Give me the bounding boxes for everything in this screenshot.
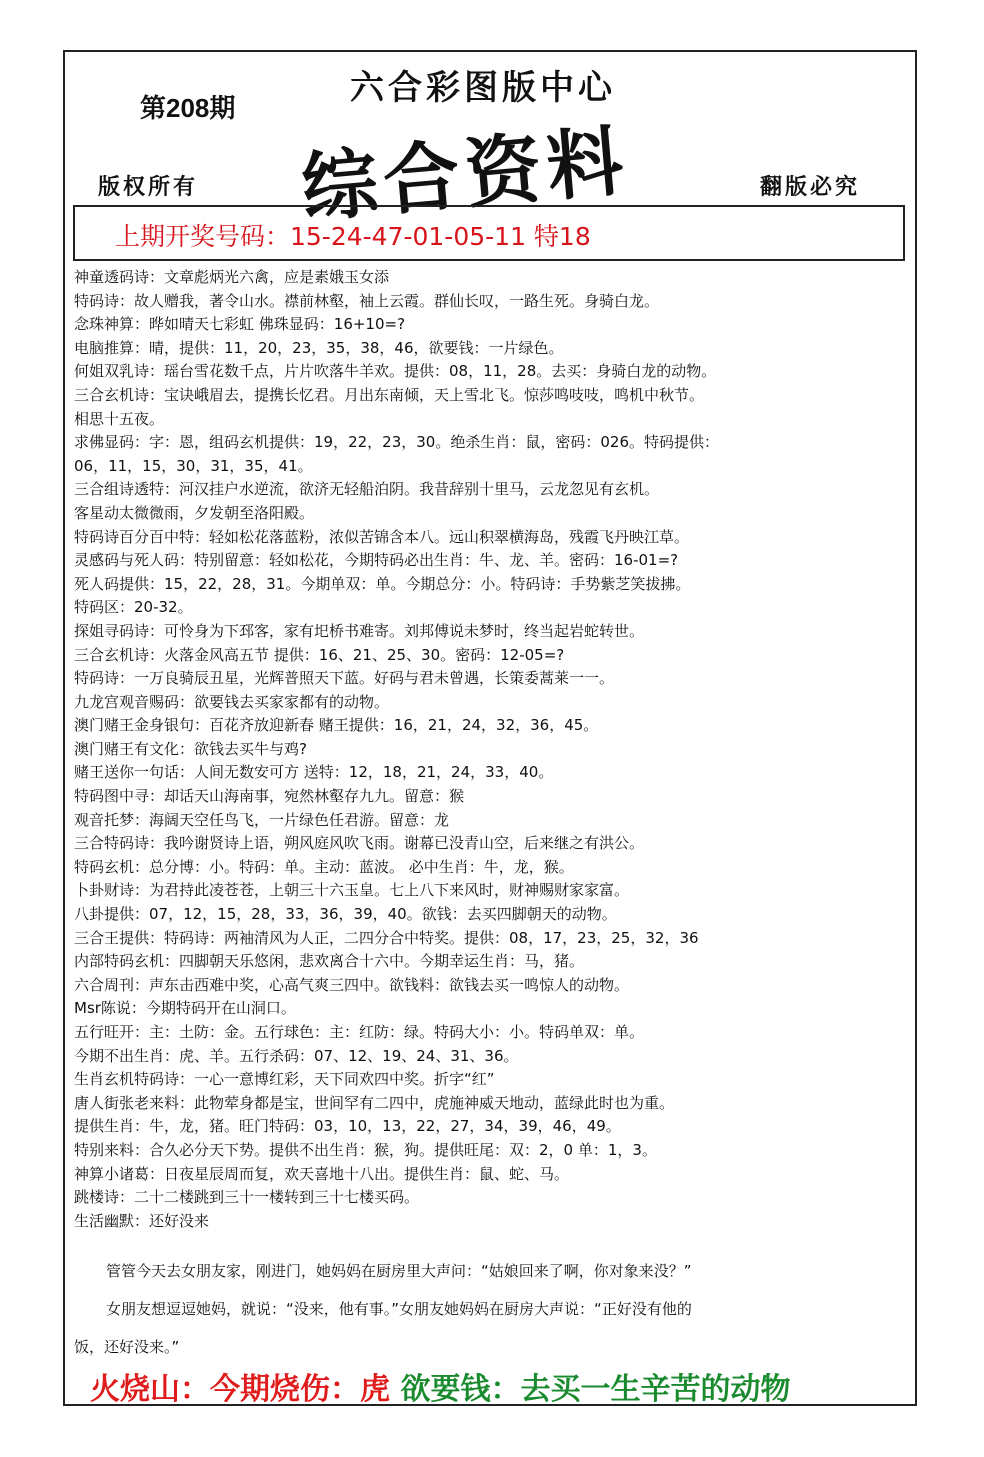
content-line: 神童透码诗：文章彪炳光六禽，应是素娥玉女添 [74, 268, 390, 286]
content-line: 跳楼诗：二十二楼跳到三十一楼转到三十七楼买码。 [74, 1188, 420, 1207]
content-line: 八卦提供：07，12，15，28，33，36，39，40。欲钱：去买四脚朝天的动物。 [74, 905, 617, 924]
story-line: 饭，还好没来。” [74, 1338, 180, 1356]
bottom-banner-part2: 欲要钱：去买一生辛苦的动物 [400, 1372, 791, 1407]
content-line: 特码诗百分百中特：轻如松花落蓝粉，浓似苦锦含本八。远山积翠横海岛，残霞飞丹映江草。 [74, 527, 690, 546]
story-line: 管管今天去女朋友家，刚进门，她妈妈在厨房里大声问：“姑娘回来了啊，你对象来没？” [106, 1262, 692, 1280]
content-line: 观音托梦：海阔天空任鸟飞，一片绿色任君游。留意：龙 [74, 810, 450, 829]
piracy-note: 翻版必究 [760, 175, 861, 200]
content-line: 电脑推算：晴，提供：11，20，23，35，38，46，欲要钱：一片绿色。 [74, 338, 564, 357]
copyright-note: 版权所有 [98, 175, 199, 200]
content-line: 何姐双乳诗：瑶台雪花数千点，片片吹落牛羊欢。提供：08，11，28。去买：身骑白龙的动物。 [74, 362, 717, 381]
content-line: 特码区：20-32。 [74, 598, 193, 617]
content-line: 客星动太微微雨，夕发朝至洛阳殿。 [74, 503, 315, 522]
last-result-box [73, 205, 905, 261]
content-line: 唐人街张老来料：此物荤身都是宝，世间罕有二四中，虎施神威天地动，蓝绿此时也为重。 [74, 1093, 675, 1112]
content-line: 澳门赌王有文化：欲钱去买牛与鸡? [74, 739, 307, 758]
last-result-text: 上期开奖号码：15-24-47-01-05-11 特18 [115, 222, 591, 251]
bottom-banner-part1: 火烧山：今期烧伤：虎 [90, 1372, 390, 1407]
content-line: 内部特码玄机：四脚朝天乐悠闲，悲欢离合十六中。今期幸运生肖：马，猪。 [74, 952, 585, 971]
humor-story [74, 1252, 894, 1366]
content-line: Msr陈说：今期特码开在山洞口。 [74, 999, 296, 1018]
content-line: 澳门赌王金身银句：百花齐放迎新春 赌王提供：16，21，24，32，36，45。 [74, 716, 599, 735]
content-line: 五行旺开：主：土防：金。五行球色：主：红防：绿。特码大小：小。特码单双：单。 [74, 1023, 645, 1041]
content-line: 念珠神算：晔如晴天七彩虹 佛珠显码：16+10=? [74, 315, 406, 334]
content-line: 死人码提供：15，22，28，31。今期单双：单。今期总分：小。特码诗：手势紫芝笑拔拂。 [74, 574, 691, 593]
content-line: 神算小诸葛：日夜星辰周而复，欢天喜地十八出。提供生肖：鼠、蛇、马。 [74, 1164, 570, 1183]
content-line: 灵感码与死人码：特别留意：轻如松花，今期特码必出生肖：牛、龙、羊。密码：16-01=? [74, 551, 679, 570]
content-line: 三合特码诗：我吟谢贤诗上语，朔风庭风吹飞雨。谢幕已没青山空，后来继之有洪公。 [74, 834, 645, 853]
content-line: 特码诗：一万良骑辰丑星，光辉普照天下蓝。好码与君未曾遇，长策委蒿莱一一。 [74, 669, 615, 688]
content-lines [74, 266, 912, 1233]
content-line: 卜卦财诗：为君持此凌苍苍，上朝三十六玉皇。七上八下来风时，财神赐财家家富。 [74, 881, 630, 900]
publisher-title: 六合彩图版中心 [350, 68, 616, 108]
content-line: 三合王提供：特码诗：两袖清风为人正，二四分合中特奖。提供：08，17，23，25，32，36 [74, 928, 699, 947]
content-line: 求佛显码：字：恩，组码玄机提供：19，22，23，30。绝杀生肖：鼠，密码：026。特码提供： [74, 433, 719, 452]
content-line: 特码诗：故人赠我，著令山水。襟前林壑，袖上云霞。群仙长叹，一路生死。身骑白龙。 [74, 291, 660, 310]
content-line: 提供生肖：牛，龙，猪。旺门特码：03，10，13，22，27，34，39，46，49。 [74, 1117, 621, 1136]
content-line: 今期不出生肖：虎、羊。五行杀码：07、12、19、24、31、36。 [74, 1046, 519, 1065]
main-title: 综合资料 [298, 115, 633, 234]
content-line: 三合玄机诗：宝诀峨眉去，提携长忆君。月出东南倾，天上雪北飞。惊莎鸣吱吱，鸣机中秋节。 [74, 385, 705, 404]
content-line: 特别来料：合久必分天下势。提供不出生肖：猴，狗。提供旺尾：双：2，0 单：1，3。 [74, 1140, 657, 1159]
content-line: 特码玄机：总分博：小。特码：单。主动：蓝波。 必中生肖：牛，龙，猴。 [74, 857, 574, 876]
content-line: 九龙宫观音赐码：欲要钱去买家家都有的动物。 [74, 692, 390, 711]
content-line: 生肖玄机特码诗：一心一意博红彩，天下同欢四中奖。折字“红” [74, 1070, 495, 1089]
story-line: 女朋友想逗逗她妈，就说：“没来，他有事。”女朋友她妈妈在厨房大声说：“正好没有他的 [106, 1300, 692, 1318]
content-line: 特码图中寻：却话天山海南事，宛然林壑存九九。留意：猴 [74, 787, 465, 806]
content-line: 06，11，15，30，31，35，41。 [74, 456, 313, 475]
content-line: 三合组诗透特：河汉挂户水逆流，欲济无轻船泊阴。我昔辞别十里马，云龙忽见有玄机。 [74, 480, 660, 499]
issue-number: 第208期 [140, 93, 236, 123]
content-line: 三合玄机诗：火落金风高五节 提供：16、21、25、30。密码：12-05=? [74, 645, 565, 664]
content-line: 探姐寻码诗：可怜身为下邳客，家有圯桥书难寄。刘邦傅说未梦时，终当起岩蛇转世。 [74, 621, 645, 640]
bottom-banner [90, 1364, 790, 1408]
content-line: 生活幽默：还好没来 [74, 1211, 210, 1230]
content-line: 六合周刊：声东击西难中奖，心高气爽三四中。欲钱料：欲钱去买一鸣惊人的动物。 [74, 975, 630, 994]
content-line: 相思十五夜。 [74, 409, 165, 428]
content-line: 赌王送你一句话：人间无数安可方 送特：12，18，21，24，33，40。 [74, 763, 554, 782]
